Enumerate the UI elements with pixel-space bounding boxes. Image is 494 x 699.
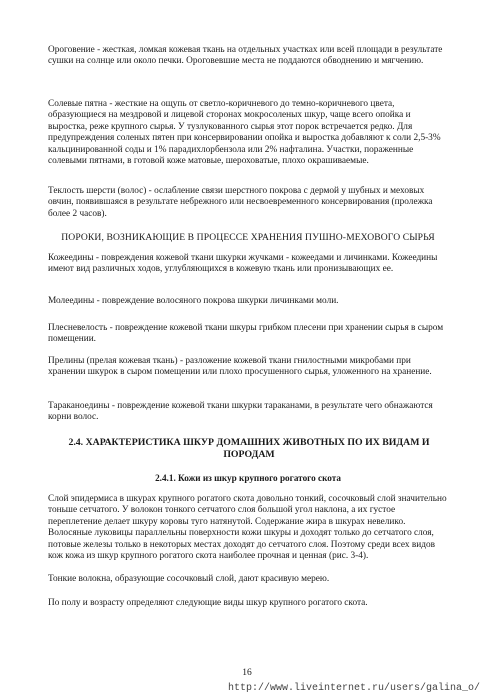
paragraph-orogovenie: Ороговение - жесткая, ломкая кожевая ткань на отдельных участках или всей площади в результате сушки на солнце или около печки. Ороговевшие места не поддаются обводнению и мягчению. — [48, 45, 443, 67]
paragraph-teklost: Теклость шерсти (волос) - ослабление связи шерстного покрова с дермой у шубных и меховых овчин, появившаяся в результате небрежного или несвоевременного консервирования (пролежка более 2 часов). — [48, 186, 433, 219]
paragraph-vidy-shkur: По полу и возрасту определяют следующие виды шкур крупного рогатого скота. — [48, 598, 368, 608]
paragraph-kozheediny: Кожеедины - повреждения кожевой ткани шкурки жучками - кожеедами и личинками. Кожеедины имеют вид различных ходов, углубляющихся в кожевую ткань или пронизывающих ее. — [48, 253, 438, 275]
paragraph-solevye-pyatna: Солевые пятна - жесткие на ощупь от светло-коричневого до темно-коричневого цвета, образующиеся на мездровой и лицевой сторонах мокросоленых шкур, чаще всего опойка и выростка, реже крупного сырья. У тузлукованного сырья этот порок встречается редко. Для предупреждения соленых пятен при консервировании опойка и выростка добавляют к соли 2,5-3% кальцинированной соды и 1% парадихлорбензола или 2% нафталина. Участки, пораженные солевыми пятнами, в готовой коже матовые, шероховатые, плохо окрашиваемые. — [48, 99, 441, 167]
section-heading-defects-storage: ПОРОКИ, ВОЗНИКАЮЩИЕ В ПРОЦЕССЕ ХРАНЕНИЯ ПУШНО-МЕХОВОГО СЫРЬЯ — [61, 232, 435, 243]
paragraph-tarakanoediny: Тараканоедины - повреждение кожевой ткани шкурки тараканами, в результате чего обнажаются корни волос. — [48, 401, 433, 423]
paragraph-moleediny: Молеедины - повреждение волосяного покрова шкурки личинками моли. — [48, 296, 339, 306]
watermark-url: http://www.liveinternet.ru/users/galina_o/ — [227, 683, 480, 694]
page-number: 16 — [242, 668, 252, 678]
paragraph-merea: Тонкие волокна, образующие сосочковый слой, дают красивую мерею. — [48, 574, 330, 584]
section-heading-2-4: 2.4. ХАРАКТЕРИСТИКА ШКУР ДОМАШНИХ ЖИВОТНЫХ ПО ИХ ВИДАМ И ПОРОДАМ — [68, 437, 430, 460]
paragraph-plesnevelost: Плесневелость - повреждение кожевой ткани шкуры грибком плесени при хранении сырья в сыром помещении. — [48, 323, 444, 345]
subsection-heading-2-4-1: 2.4.1. Кожи из шкур крупного рогатого скота — [155, 473, 341, 483]
paragraph-epidermis: Слой эпидермиса в шкурах крупного рогатого скота довольно тонкий, сосочковый слой значительно тоньше сетчатого. У волокон тонкого сетчатого слоя большой угол наклона, а их густое переплетение делает шкуру коровы туго натянутой. Содержание жира в шкурах невелико. Волосяные луковицы параллельны поверхности кожи шкуры и доходят только до сетчатого слоя, потовые железы только в некоторых местах доходят до сетчатого слоя. Поэтому среди всех видов кож кожа из шкур крупного рогатого скота наиболее прочная и ценная (рис. 3-4). — [48, 494, 447, 562]
paragraph-preliny: Прелины (прелая кожевая ткань) - разложение кожевой ткани гнилостными микробами при хранении шкурок в сыром помещении или плохо просушенного сырья, уложенного на хранение. — [48, 356, 432, 378]
